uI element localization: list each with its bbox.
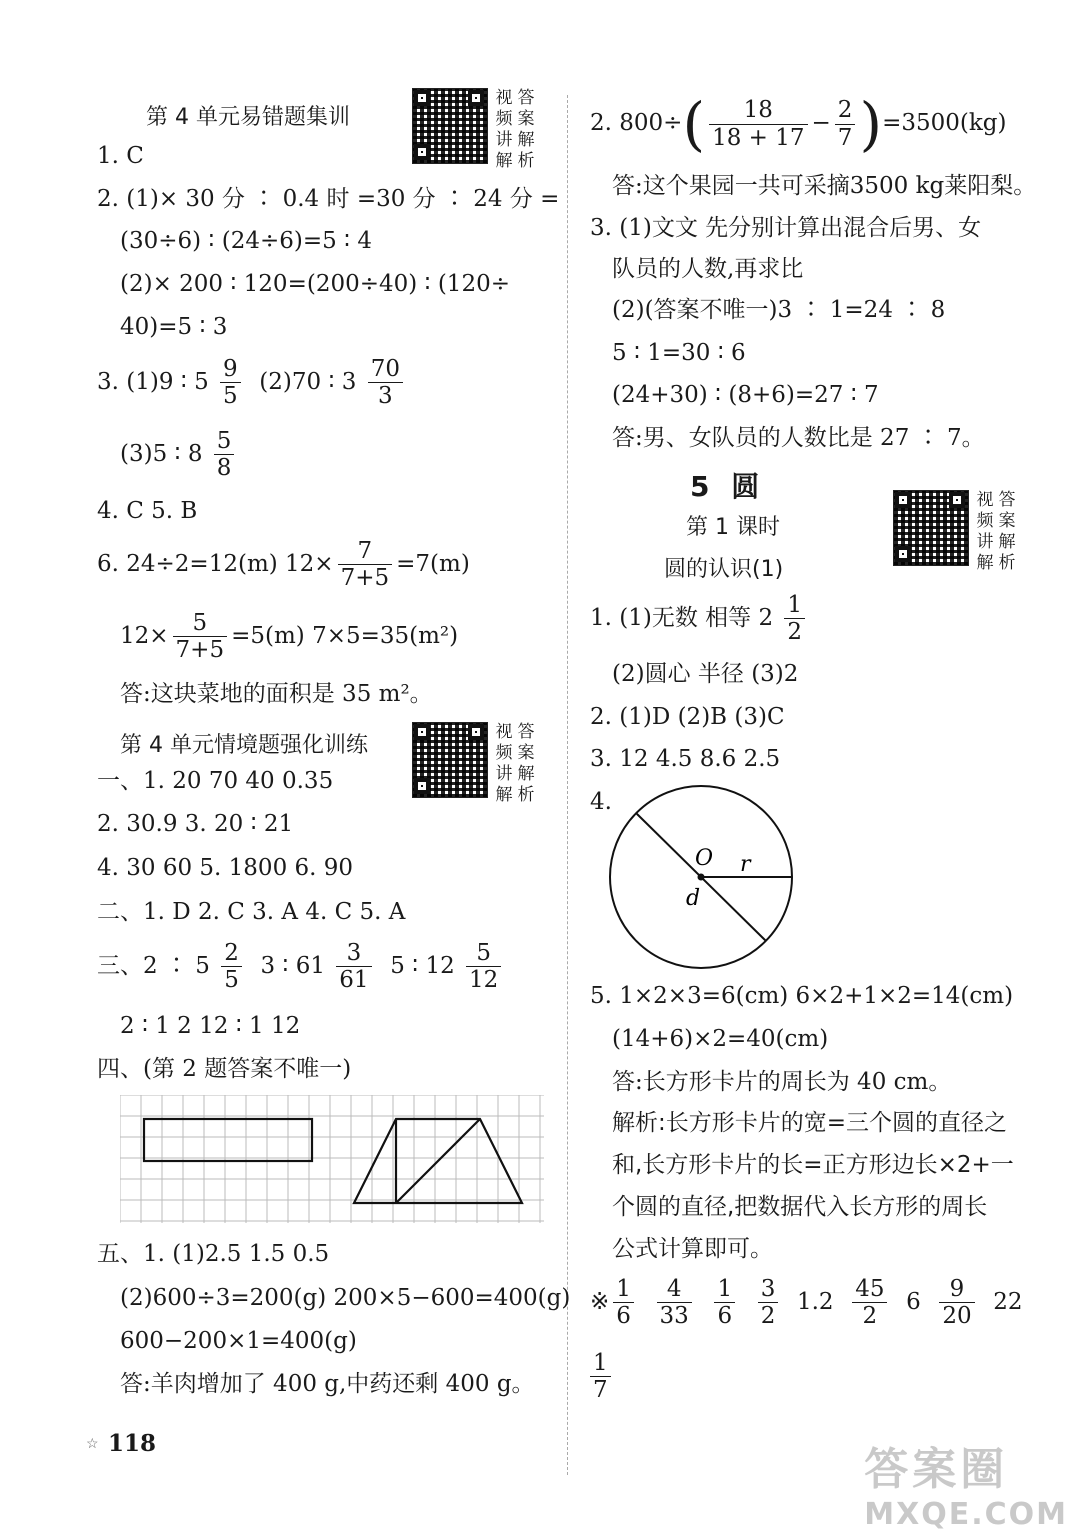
answer-line: 1. (1)无数 相等 2 $\frac{1}{2}$ [590, 592, 809, 646]
answer-line: 2 ∶ 1 2 12 ∶ 1 12 [120, 1013, 301, 1039]
center-point [698, 874, 705, 881]
answer-line: (30÷6) ∶ (24÷6)=5 ∶ 4 [120, 228, 372, 254]
qr-label-char: 讲 [976, 532, 994, 552]
analysis-line: 和,长方形卡片的长=正方形边长×2+一 [612, 1152, 1014, 1178]
answer-line: 1. C [97, 143, 144, 169]
star-icon: ☆ [86, 1436, 99, 1452]
qr-label-char: 频 [495, 743, 513, 763]
qr-finder [949, 492, 965, 508]
analysis-line: 个圆的直径,把数据代入长方形的周长 [612, 1194, 988, 1220]
answer-line: 答:这块菜地的面积是 35 m²。 [120, 681, 433, 707]
answer-line: 答:长方形卡片的周长为 40 cm。 [612, 1069, 952, 1095]
qr-label-char: 案 [517, 109, 535, 129]
column-divider [567, 95, 568, 1475]
answer-line: 答:这个果园一共可采摘3500 kg莱阳梨。 [612, 173, 1037, 199]
fraction: $\frac{1}{6}$ [714, 1276, 735, 1330]
diameter-label: d [686, 886, 701, 911]
circle-diagram [606, 783, 796, 973]
fraction: $\frac{70}{3}$ [368, 356, 403, 410]
page-number: 118 [108, 1430, 157, 1457]
qr-label-char: 频 [976, 511, 994, 531]
fraction: $\frac{3}{61}$ [336, 940, 371, 994]
qr-finder [414, 724, 430, 740]
answer-line: (3)5 ∶ 8 $\frac{5}{8}$ [120, 428, 238, 482]
fraction: $\frac{18}{18 + 17}$ [709, 97, 807, 151]
watermark-logo [864, 1433, 1068, 1532]
answer-line: 5 ∶ 1=30 ∶ 6 [612, 340, 746, 366]
answer-line: 5. 1×2×3=6(cm) 6×2+1×2=14(cm) [590, 983, 1014, 1009]
answer-line: 40)=5 ∶ 3 [120, 314, 228, 340]
analysis-line: 解析:长方形卡片的宽=三个圆的直径之 [612, 1110, 1008, 1136]
answer-line: 6. 24÷2=12(m) 12× $\frac{7}{7+5}$ =7(m) [97, 538, 470, 592]
answer-line: 4. [590, 789, 612, 815]
qr-label-char: 析 [998, 553, 1016, 573]
qr-label-char: 答 [517, 88, 535, 108]
answer-line: 五、1. (1)2.5 1.5 0.5 [97, 1241, 330, 1267]
answer-line: 4. 30 60 5. 1800 6. 90 [97, 855, 354, 881]
qr-label-char: 答 [998, 490, 1016, 510]
qr-finder [414, 90, 430, 106]
center-label: O [695, 846, 714, 871]
fraction: $\frac{5}{12}$ [466, 940, 501, 994]
fraction: $\frac{9}{20}$ [939, 1276, 974, 1330]
radius-label: r [740, 852, 751, 877]
paren-left: ( [682, 90, 706, 158]
qr-label-char: 视 [495, 88, 513, 108]
watermark-url: MXQE.COM [864, 1497, 1068, 1532]
fraction: $\frac{2}{7}$ [835, 97, 856, 151]
reference-mark: ※ [590, 1288, 610, 1315]
fraction: $\frac{9}{5}$ [220, 356, 241, 410]
qr-label-char: 案 [517, 743, 535, 763]
qr-label-char: 频 [495, 109, 513, 129]
qr-label-char: 解 [517, 130, 535, 150]
answer-line: ※ $\frac{1}{6}$ $\frac{4}{33}$ $\frac{1}{6}$ $\frac{3}{2}$ 1.2 $\frac{45}{2}$ 6 $\frac{9}{20}$ 22 [590, 1276, 1023, 1330]
qr-finder [414, 144, 430, 160]
qr-label-char: 解 [495, 785, 513, 805]
answer-line: 队员的人数,再求比 [612, 256, 804, 282]
qr-label-char: 解 [517, 764, 535, 784]
qr-label-char: 讲 [495, 130, 513, 150]
answer-line: (2)圆心 半径 (3)2 [612, 661, 799, 687]
answer-line: 2. (1)× 30 分 ∶ 0.4 时 =30 分 ∶ 24 分 = [97, 186, 560, 212]
fraction: $\frac{5}{8}$ [214, 428, 235, 482]
fraction: $\frac{3}{2}$ [758, 1276, 779, 1330]
qr-finder [414, 778, 430, 794]
answer-line: 2. 800÷( $\frac{18}{18 + 17}$ − $\frac{2}{7}$ )=3500(kg) [590, 90, 1007, 158]
fraction: $\frac{45}{2}$ [852, 1276, 887, 1330]
watermark-text: 答案圈 [864, 1444, 1009, 1495]
fraction: $\frac{5}{7+5}$ [173, 610, 228, 664]
qr-finder [895, 546, 911, 562]
qr-label-char: 视 [495, 722, 513, 742]
section-title-context: 第 4 单元情境题强化训练 [120, 733, 368, 758]
answer-line: 一、1. 20 70 40 0.35 [97, 768, 334, 794]
answer-line: 4. C 5. B [97, 498, 198, 524]
qr-label-char: 答 [517, 722, 535, 742]
qr-label-char: 析 [517, 151, 535, 171]
fraction: $\frac{4}{33}$ [657, 1276, 692, 1330]
qr-label-char: 视 [976, 490, 994, 510]
qr-label-char: 析 [517, 785, 535, 805]
qr-label-char: 讲 [495, 764, 513, 784]
answer-line: 答:男、女队员的人数比是 27 ∶ 7。 [612, 425, 985, 451]
answer-line: 二、1. D 2. C 3. A 4. C 5. A [97, 899, 406, 925]
answer-line: 答:羊肉增加了 400 g,中药还剩 400 g。 [120, 1371, 535, 1397]
qr-finder [468, 724, 484, 740]
fraction: $\frac{1}{7}$ [590, 1350, 611, 1404]
answer-line: (2)(答案不唯一)3 ∶ 1=24 ∶ 8 [612, 297, 946, 323]
qr-label-char: 解 [495, 151, 513, 171]
section-title-errors: 第 4 单元易错题集训 [146, 105, 350, 130]
paren-right: ) [859, 90, 883, 158]
answer-line: (2)× 200 ∶ 120=(200÷40) ∶ (120÷ [120, 271, 510, 297]
lesson-name: 圆的认识(1) [664, 557, 784, 582]
fraction: $\frac{1}{6}$ [613, 1276, 634, 1330]
answer-line: (24+30) ∶ (8+6)=27 ∶ 7 [612, 382, 879, 408]
answer-line: 600−200×1=400(g) [120, 1328, 357, 1354]
answer-line: (2)600÷3=200(g) 200×5−600=400(g) [120, 1285, 571, 1311]
answer-line: 三、2 ∶ 5 $\frac{2}{5}$ 3 ∶ 61 $\frac{3}{61}$ 5 ∶ 12 $\frac{5}{12}$ [97, 940, 505, 994]
answer-line: 3. (1)9 ∶ 5 $\frac{9}{5}$ (2)70 ∶ 3 $\frac{70}{3}$ [97, 356, 407, 410]
answer-line [586, 1350, 615, 1404]
qr-label-char: 案 [998, 511, 1016, 531]
qr-label-char: 解 [998, 532, 1016, 552]
qr-finder [468, 90, 484, 106]
fraction: $\frac{7}{7+5}$ [338, 538, 393, 592]
lesson-label: 第 1 课时 [686, 515, 780, 540]
trapezoid-diagonal [396, 1119, 480, 1203]
answer-line: (14+6)×2=40(cm) [612, 1026, 829, 1052]
fraction: $\frac{1}{2}$ [784, 592, 805, 646]
answer-line: 3. 12 4.5 8.6 2.5 [590, 746, 781, 772]
chapter-title: 5 圆 [690, 470, 766, 503]
answer-line: 3. (1)文文 先分别计算出混合后男、女 [590, 215, 982, 241]
grid-drawing [120, 1095, 544, 1223]
answer-line: 12× $\frac{5}{7+5}$ =5(m) 7×5=35(m²) [120, 610, 459, 664]
qr-label-char: 解 [976, 553, 994, 573]
qr-finder [895, 492, 911, 508]
rectangle-shape [144, 1119, 312, 1161]
answer-line: 2. 30.9 3. 20 ∶ 21 [97, 811, 294, 837]
analysis-line: 公式计算即可。 [612, 1236, 773, 1262]
answer-line: 2. (1)D (2)B (3)C [590, 704, 785, 730]
fraction: $\frac{2}{5}$ [221, 940, 242, 994]
answer-line: 四、(第 2 题答案不唯一) [97, 1056, 352, 1082]
